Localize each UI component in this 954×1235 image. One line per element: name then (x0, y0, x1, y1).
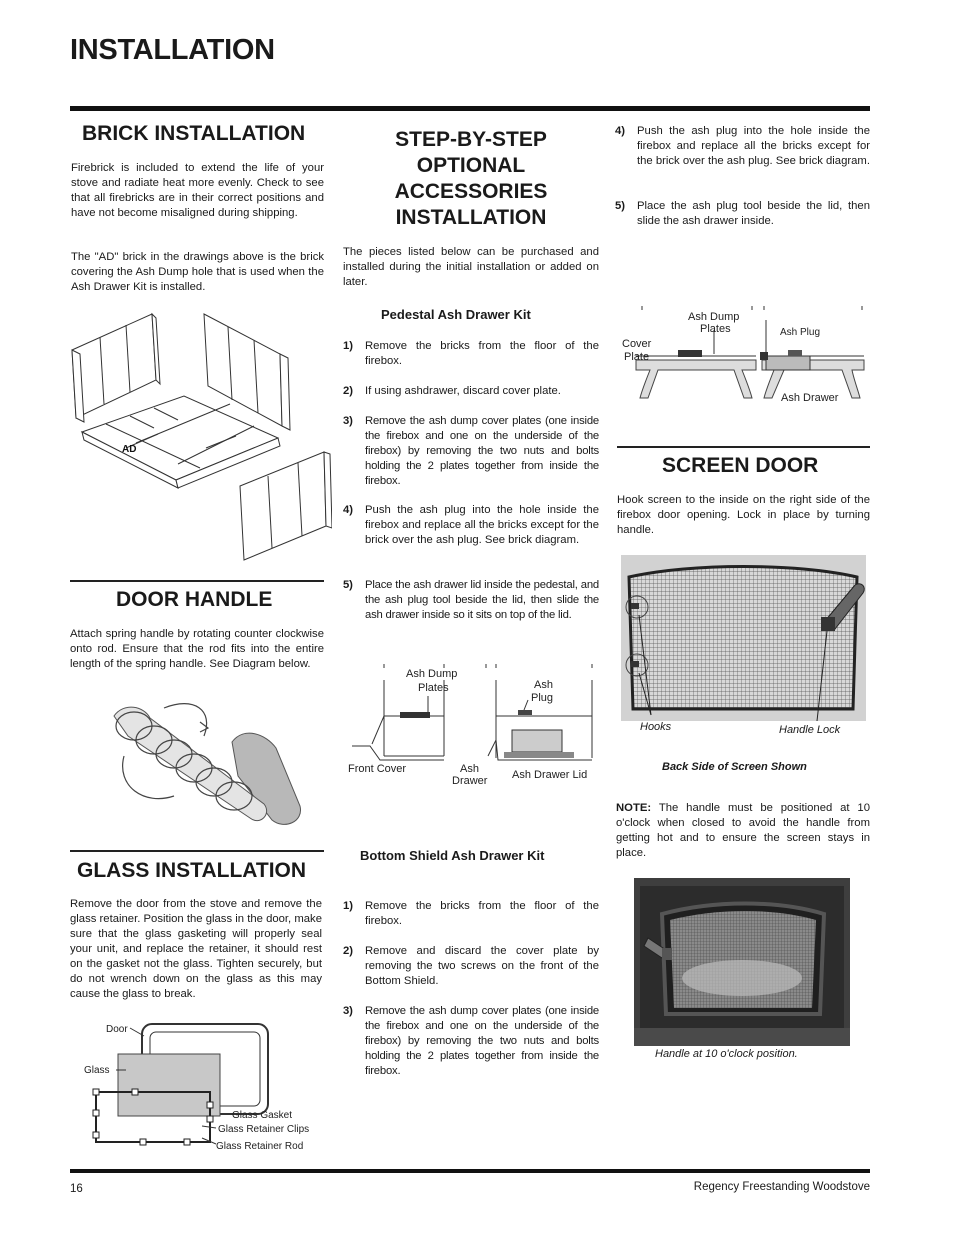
glass-label-rod: Glass Retainer Rod (216, 1141, 304, 1152)
pedestal-label-ash-2: Ash (460, 763, 479, 775)
pedestal-label-plug: Plug (531, 692, 554, 704)
page-title: INSTALLATION (70, 34, 275, 66)
pedestal-step-3: 3) Remove the ash dump cover plates (one inside the firebox and one on the underside of the firebox) by removing the two nuts and bolts holding the 2 plates together from inside the firebox. (343, 415, 599, 487)
accessories-heading-line-4: INSTALLATION (395, 206, 547, 229)
glass-heading: GLASS INSTALLATION (77, 859, 307, 882)
accessories-heading (343, 127, 599, 231)
screen-installed-photo (634, 878, 850, 1046)
accessories-heading-line-2: OPTIONAL (416, 154, 526, 177)
pedestal-label-plates: Plates (418, 682, 449, 694)
screen-note-text: The handle must be positioned at 10 o'clock when closed to avoid the handle from getting hot and to ensure the screen stays in place. (616, 802, 870, 859)
bottom-shield-step-4: 4) Push the ash plug into the hole inside the firebox and replace all the bricks except for the brick over the ash plug. See brick diagram. (615, 125, 870, 167)
pedestal-diagram (344, 660, 600, 790)
top-rule (70, 106, 870, 111)
shield-label-ash-drawer: Ash Drawer (781, 392, 839, 404)
bottom-shield-step-2: 2) Remove and discard the cover plate by removing the two screws on the front of the Bottom Shield. (343, 945, 599, 987)
shield-label-ash-plug: Ash Plug (780, 327, 821, 338)
pedestal-title: Pedestal Ash Drawer Kit (381, 307, 531, 322)
pedestal-step-1: 1) Remove the bricks from the floor of the firebox. (343, 340, 599, 367)
shield-label-ash-dump: Ash Dump (688, 311, 740, 323)
pedestal-step-5: 5) Place the ash drawer lid inside the pedestal, and the ash plug tool beside the lid, then slide the ash drawer inside so it sits on top of the lid. (343, 579, 599, 621)
bottom-shield-step-5: 5) Place the ash plug tool beside the lid, then slide the ash drawer inside. (615, 200, 870, 227)
screen-note (616, 801, 870, 861)
pedestal-label-front-cover: Front Cover (348, 763, 407, 775)
brick-para-1: Firebrick is included to extend the life of your stove and radiate heat more evenly. Check to see that all firebricks are in their correct positions and have not become misaligned during shipping. (71, 162, 324, 219)
pedestal-step-4: 4) Push the ash plug into the hole inside the firebox and replace all the bricks except for the brick over the ash plug. See brick diagram. (343, 504, 599, 546)
glass-rule (70, 850, 324, 852)
pedestal-label-ash-dump: Ash Dump (406, 668, 458, 680)
ad-brick-label: AD (122, 444, 137, 455)
page-number: 16 (70, 1183, 83, 1195)
accessories-heading-line-3: ACCESSORIES (394, 180, 548, 203)
bottom-shield-step-3: 3) Remove the ash dump cover plates (one inside the firebox and one on the underside of the firebox) by removing the two nuts and bolts holding the 2 plates together from inside the firebox. (343, 1005, 599, 1077)
screen-door-heading: SCREEN DOOR (662, 454, 819, 477)
bottom-rule (70, 1169, 870, 1173)
bottom-shield-title: Bottom Shield Ash Drawer Kit (360, 848, 545, 863)
glass-label-door: Door (106, 1024, 128, 1035)
glass-label-glass: Glass (84, 1065, 110, 1076)
accessories-heading-line-1: STEP-BY-STEP (395, 128, 547, 151)
hooks-label: Hooks (640, 721, 672, 733)
door-handle-rule (70, 580, 324, 582)
glass-diagram (84, 1018, 324, 1158)
screen-door-para: Hook screen to the inside on the right side of the firebox door opening. Lock in place by turning handle. (617, 494, 870, 536)
shield-label-plate: Plate (624, 351, 650, 363)
spring-handle-diagram (104, 696, 304, 831)
pedestal-label-drawer: Drawer (452, 775, 488, 787)
bottom-shield-step-1: 1) Remove the bricks from the floor of the firebox. (343, 900, 599, 927)
pedestal-label-ash: Ash (534, 679, 553, 691)
pedestal-label-ash-drawer-lid: Ash Drawer Lid (512, 769, 588, 781)
glass-label-gasket: Glass Gasket (232, 1110, 293, 1121)
shield-label-plates: Plates (700, 323, 731, 335)
installed-photo-caption: Handle at 10 o'clock position. (655, 1048, 798, 1060)
screen-back-photo (621, 555, 866, 721)
glass-label-clips: Glass Retainer Clips (218, 1124, 310, 1135)
door-handle-para: Attach spring handle by rotating counter clockwise onto rod. Ensure that the rod fits into the entire length of the spring handle. See Diagram below. (70, 628, 324, 670)
door-handle-heading: DOOR HANDLE (116, 588, 273, 611)
bottom-shield-diagram (616, 300, 872, 410)
brick-diagram (66, 308, 332, 564)
brick-heading: BRICK INSTALLATION (82, 122, 306, 145)
screen-note-label: NOTE: (616, 802, 652, 814)
glass-para: Remove the door from the stove and remove the glass retainer. Position the glass in the door, make sure that the glass gasketing will properly seal your unit, and replace the retainer, it should rest on the gasket not the glass. Tighten securely, but do not wrench down on the glass as this may cause the glass to break. (70, 898, 322, 1000)
shield-label-cover: Cover (622, 338, 652, 350)
accessories-intro: The pieces listed below can be purchased and installed during the initial installation or added on later. (343, 246, 599, 288)
screen-photo-caption: Back Side of Screen Shown (662, 761, 807, 773)
pedestal-step-2: 2) If using ashdrawer, discard cover plate. (343, 385, 561, 397)
footer-title: Regency Freestanding Woodstove (693, 1181, 870, 1193)
screen-door-rule (617, 446, 870, 448)
handle-lock-label: Handle Lock (779, 724, 841, 736)
brick-para-2: The "AD" brick in the drawings above is the brick covering the Ash Dump hole that is used when the Ash Drawer Kit is installed. (71, 251, 324, 293)
